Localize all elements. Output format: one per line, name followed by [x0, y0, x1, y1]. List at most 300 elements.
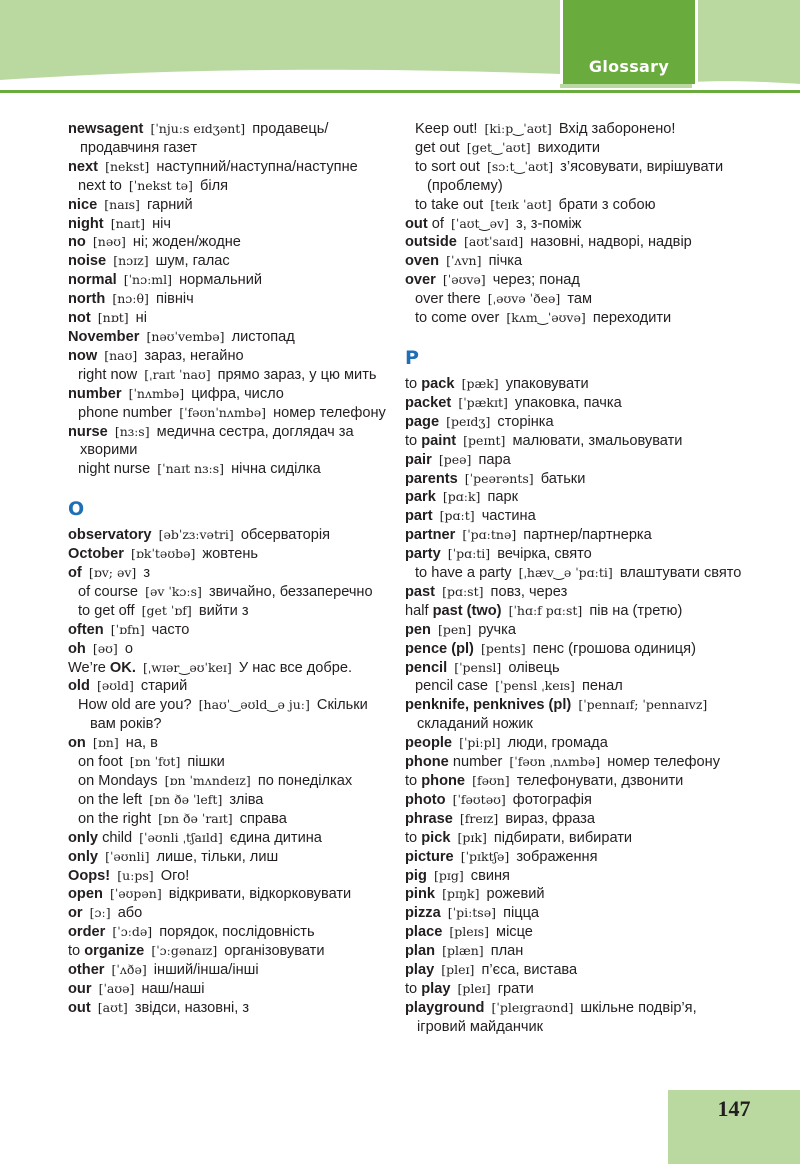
entry-headword: Oops! [68, 867, 111, 884]
entry-translation: пів на (третю) [589, 602, 683, 619]
glossary-entry [68, 290, 394, 309]
glossary-entry [68, 328, 394, 347]
glossary-entry [405, 848, 745, 867]
entry-prefix: to [405, 980, 418, 997]
entry-headword: plan [405, 943, 435, 960]
glossary-entry [405, 451, 745, 470]
entry-translation: пара [478, 451, 511, 468]
entry-pronunciation: [uːps] [117, 867, 154, 883]
entry-headword: noise [68, 253, 107, 270]
entry-prefix: right now [78, 366, 138, 383]
glossary-subentry [68, 583, 394, 602]
entry-pronunciation: [naɪs] [104, 196, 140, 212]
glossary-entry [68, 233, 394, 252]
entry-pronunciation: [əv ˈkɔːs] [145, 583, 202, 599]
entry-translation: цифра, число [191, 385, 284, 402]
entry-pronunciation: [ˈəʊnli] [105, 848, 150, 864]
entry-translation: гарний [147, 196, 193, 213]
entry-headword: park [405, 489, 436, 506]
entry-translation: часто [151, 621, 190, 638]
entry-pronunciation: [ˈnʌmbə] [128, 385, 185, 401]
entry-headword: play [405, 962, 435, 979]
glossary-entry [405, 904, 745, 923]
entry-pronunciation: [ɒn ˈmʌndeɪz] [164, 773, 251, 788]
entry-pronunciation: [ˈpækɪt] [458, 394, 508, 410]
entry-translation: батьки [540, 470, 586, 487]
entry-pronunciation: [get ˈɒf] [141, 602, 192, 618]
glossary-entry [405, 696, 745, 734]
entry-prefix: to [405, 432, 418, 449]
glossary-entry [405, 507, 745, 526]
entry-headword: or [68, 905, 83, 922]
entry-headword: October [68, 546, 124, 563]
entry-pronunciation: [ˈpɑːtnə] [462, 527, 517, 543]
entry-translation: справа [239, 810, 287, 827]
entry-headword-suffix: number [452, 754, 503, 771]
entry-translation: ні [135, 310, 147, 327]
glossary-entry [68, 659, 394, 678]
entry-headword: OK. [109, 659, 136, 676]
entry-headword: playground [405, 999, 485, 1016]
glossary-subentry [405, 139, 745, 158]
glossary-entry [68, 271, 394, 290]
entry-headword: phrase [405, 810, 453, 827]
glossary-entry [68, 640, 394, 659]
entry-headword: night [68, 215, 104, 232]
glossary-subentry [405, 158, 745, 196]
entry-translation: через; понад [492, 272, 580, 289]
entry-translation: єдина дитина [229, 829, 322, 846]
entry-headword: past [405, 583, 436, 600]
entry-headword: normal [68, 272, 117, 289]
glossary-entry [405, 867, 745, 886]
entry-headword: oh [68, 640, 86, 657]
entry-pronunciation: [əʊld] [96, 678, 134, 694]
entry-headword: November [68, 328, 140, 345]
entry-pronunciation: [pɑːst] [442, 583, 484, 599]
entry-prefix: on the right [78, 810, 152, 827]
entry-pronunciation: [pleɪ] [441, 962, 475, 978]
entry-prefix: to sort out [415, 158, 480, 175]
entry-pronunciation: [ˈfəʊtəʊ] [452, 791, 506, 807]
entry-translation: листопад [231, 328, 295, 345]
glossary-subentry [68, 753, 394, 772]
entry-pronunciation: [ˈɒfn] [110, 621, 145, 637]
entry-pronunciation: [əʊ] [92, 640, 118, 656]
entry-pronunciation: [ˈpensl ˌkeɪs] [495, 678, 575, 694]
entry-pronunciation: [ɒv; əv] [88, 565, 137, 581]
entry-translation: упаковка, пачка [514, 394, 622, 411]
entry-pronunciation: [nəʊˈvembə] [146, 328, 225, 344]
entry-pronunciation: [ˌwɪər‿əʊˈkeɪ] [142, 659, 232, 675]
page-number-box [668, 1090, 800, 1164]
entry-headword-suffix: child [102, 829, 133, 846]
entry-pronunciation: [get‿ˈaʊt] [466, 139, 531, 155]
glossary-entry [68, 980, 394, 999]
entry-pronunciation: [ˈpɪktʃə] [460, 848, 510, 864]
glossary-entry [68, 196, 394, 215]
entry-translation: наш/наші [141, 980, 205, 997]
entry-pronunciation: [ˈfəʊn ˌnʌmbə] [509, 754, 601, 770]
entry-translation: наступний/наступна/наступне [156, 158, 358, 175]
glossary-entry [68, 385, 394, 404]
entry-pronunciation: [nɔːθ] [112, 291, 149, 307]
entry-pronunciation: [ˈəʊvə] [442, 272, 486, 288]
entry-translation: нормальний [179, 272, 263, 289]
entry-headword: not [68, 310, 91, 327]
entry-translation: пічка [488, 253, 523, 270]
entry-translation: з [143, 565, 151, 582]
glossary-entry [68, 120, 394, 158]
entry-translation: місце [496, 924, 533, 941]
entry-pronunciation: [ˈpeərənts] [464, 470, 534, 486]
entry-headword: other [68, 962, 105, 979]
entry-pronunciation: [aʊt] [97, 999, 128, 1015]
entry-headword: pack [421, 375, 455, 392]
entry-translation: старий [140, 678, 188, 695]
glossary-tab [560, 0, 698, 84]
entry-headword: nice [68, 196, 98, 213]
entry-pronunciation: [ˈnekst tə] [128, 177, 193, 193]
glossary-subentry [405, 564, 745, 583]
glossary-entry [405, 545, 745, 564]
entry-pronunciation: [ˌhæv‿ə ˈpɑːti] [518, 565, 613, 581]
entry-pronunciation: [ˈpiːpl] [459, 735, 501, 751]
glossary-entry [405, 810, 745, 829]
entry-headword: pig [405, 867, 427, 884]
page-number: 147 [717, 1096, 751, 1121]
entry-translation: ручка [478, 621, 516, 638]
entry-translation: парк [487, 489, 519, 506]
entry-pronunciation: [pɪg] [433, 867, 464, 883]
entry-pronunciation: [ɒkˈtəʊbə] [131, 546, 196, 562]
entry-translation: північ [155, 291, 194, 308]
entry-translation: виходити [537, 139, 600, 156]
entry-prefix: to get off [78, 602, 135, 619]
entry-prefix: on Mondays [78, 773, 158, 789]
entry-pronunciation: [pɪk] [457, 829, 487, 845]
entry-headword: nurse [68, 423, 108, 440]
entry-translation: там [567, 291, 593, 308]
entry-prefix: on the left [78, 791, 143, 808]
entry-pronunciation: [ˈaʊt‿əv] [451, 215, 509, 231]
entry-headword: only [68, 829, 98, 846]
entry-translation: ніч [152, 215, 171, 232]
entry-headword: past (two) [432, 602, 502, 619]
entry-translation: олівець [508, 659, 560, 676]
entry-pronunciation: [ˈhɑːf pɑːst] [508, 602, 583, 618]
entry-translation: пенс (грошова одиниця) [532, 640, 696, 657]
entry-prefix: next to [78, 177, 122, 194]
entry-headword: our [68, 980, 92, 997]
entry-pronunciation: [naʊ] [104, 347, 138, 363]
entry-translation: лише, тільки, лиш [156, 848, 279, 865]
entry-translation: пенал [582, 678, 623, 695]
entry-pronunciation: [ˈnjuːs eɪdʒənt] [150, 121, 246, 136]
entry-headword: phone [405, 754, 449, 771]
entry-translation: влаштувати свято [619, 565, 742, 582]
glossary-entry [405, 621, 745, 640]
entry-translation: зліва [229, 791, 264, 808]
entry-headword: pink [405, 886, 435, 903]
entry-translation: інший/інша/інші [153, 962, 259, 979]
entry-pronunciation: [teɪk ˈaʊt] [490, 196, 552, 212]
entry-translation: вечірка, свято [497, 546, 592, 563]
glossary-entry [405, 640, 745, 659]
entry-translation: партнер/партнерка [523, 527, 652, 544]
glossary-entry [405, 394, 745, 413]
entry-pronunciation: [pɪŋk] [442, 886, 480, 902]
entry-pronunciation: [ˌraɪt ˈnaʊ] [144, 366, 211, 382]
glossary-subentry [68, 404, 394, 423]
entry-translation: пішки [187, 754, 225, 771]
entry-headword: often [68, 621, 104, 638]
entry-translation: біля [199, 177, 229, 194]
entry-translation: свиня [470, 867, 510, 884]
entry-pronunciation: [peɪdʒ] [446, 413, 491, 429]
glossary-entry [68, 677, 394, 696]
entry-translation: або [117, 905, 143, 922]
entry-translation: люди, громада [507, 735, 608, 752]
glossary-entry [68, 961, 394, 980]
entry-translation: план [490, 943, 524, 960]
glossary-entry [68, 545, 394, 564]
entry-pronunciation: [pleɪ] [457, 980, 491, 996]
entry-prefix: pencil case [415, 678, 489, 695]
entry-prefix: to [405, 773, 418, 789]
entry-headword: old [68, 678, 90, 695]
glossary-entry [405, 215, 745, 234]
glossary-entry [405, 961, 745, 980]
entry-translation: організовувати [224, 943, 325, 960]
entry-pronunciation: [kʌm‿ˈəʊvə] [506, 310, 586, 326]
entry-pronunciation: [ˈpɑːti] [447, 546, 491, 562]
entry-headword: pen [405, 621, 431, 638]
glossary-entry [405, 923, 745, 942]
entry-prefix: on foot [78, 754, 123, 771]
entry-pronunciation: [pæk] [461, 375, 499, 391]
glossary-entry [405, 526, 745, 545]
entry-translation: піцца [503, 905, 540, 922]
glossary-tab-label: Glossary [588, 57, 670, 76]
entry-headword: paint [421, 432, 457, 449]
glossary-entry [405, 753, 745, 772]
entry-translation: зображення [516, 848, 598, 865]
section-letter: P [405, 346, 419, 369]
glossary-entry [405, 375, 745, 394]
entry-translation: Ого! [160, 867, 190, 884]
glossary-entry [405, 980, 745, 999]
entry-pronunciation: [pleɪs] [449, 924, 489, 940]
entry-translation: по понеділках [257, 773, 353, 789]
glossary-subentry [68, 810, 394, 829]
entry-pronunciation: [ˌəʊvə ˈðeə] [487, 291, 561, 307]
entry-pronunciation: [ˈnaɪt nɜːs] [157, 461, 225, 477]
glossary-entry [68, 942, 394, 961]
entry-headword: north [68, 291, 106, 308]
entry-translation: Вхід заборонено! [558, 121, 676, 137]
entry-translation: фотографія [512, 791, 592, 808]
entry-pronunciation: [ˈnɔːml] [123, 272, 173, 288]
glossary-entry [405, 885, 745, 904]
entry-translation: підбирати, вибирати [493, 829, 633, 846]
entry-headword: people [405, 735, 453, 752]
glossary-entry [68, 347, 394, 366]
entry-pronunciation: [nɜːs] [114, 423, 150, 439]
entry-translation: звідси, назовні, з [134, 999, 250, 1016]
entry-pronunciation: [pɑːt] [439, 508, 475, 524]
entry-translation: нічна сиділка [231, 461, 321, 478]
entry-pronunciation: [nɔɪz] [113, 253, 149, 269]
glossary-entry [405, 233, 745, 252]
glossary-entry [68, 423, 394, 461]
glossary-entry [68, 867, 394, 886]
glossary-subentry [68, 460, 394, 479]
entry-headword: outside [405, 234, 457, 251]
glossary-entry [68, 621, 394, 640]
entry-pronunciation: [əbˈzɜːvətri] [158, 527, 234, 543]
glossary-entry [68, 215, 394, 234]
entry-headword: party [405, 546, 441, 563]
glossary-subentry [405, 196, 745, 215]
entry-translation: сторінка [497, 413, 554, 430]
entry-headword: parents [405, 470, 458, 487]
entry-headword: observatory [68, 527, 152, 544]
entry-prefix: night nurse [78, 461, 151, 478]
entry-headword: pence (pl) [405, 640, 474, 657]
entry-headword: of [68, 565, 82, 582]
entry-pronunciation: [ˈʌvn] [446, 253, 482, 269]
entry-prefix: to come over [415, 310, 500, 327]
glossary-entry [68, 564, 394, 583]
entry-pronunciation: [sɔːt‿ˈaʊt] [486, 158, 554, 174]
entry-pronunciation: [ɔː] [89, 905, 111, 921]
glossary-subentry [68, 772, 394, 791]
entry-prefix: over there [415, 291, 481, 308]
entry-translation: У нас все добре. [238, 659, 353, 676]
entry-headword: oven [405, 253, 440, 270]
entry-headword: photo [405, 791, 446, 808]
glossary-subentry [68, 791, 394, 810]
entry-pronunciation: [kiːp‿ˈaʊt] [484, 121, 552, 136]
glossary-entry [68, 829, 394, 848]
entry-headword: play [421, 980, 451, 997]
entry-prefix: to [405, 829, 418, 846]
entry-prefix: to take out [415, 196, 484, 213]
glossary-entry [68, 904, 394, 923]
entry-pronunciation: [aʊtˈsaɪd] [463, 234, 524, 250]
glossary-subentry [405, 677, 745, 696]
entry-pronunciation: [nɒt] [97, 310, 129, 326]
section-spacer [405, 328, 745, 347]
entry-headword: newsagent [68, 121, 144, 137]
glossary-entry [405, 470, 745, 489]
entry-pronunciation: [ɒn ˈfʊt] [129, 754, 181, 770]
entry-translation: номер телефону [273, 404, 386, 421]
glossary-entry [405, 772, 745, 791]
entry-pronunciation: [fəʊn] [472, 773, 510, 788]
entry-translation: ні; жоден/жодне [132, 234, 241, 251]
entry-translation: брати з собою [558, 196, 656, 213]
entry-translation: телефонувати, дзвонити [516, 773, 684, 789]
entry-pronunciation: [peə] [438, 451, 472, 467]
entry-pronunciation: [ɒn ðə ˈleft] [149, 791, 223, 807]
entry-headword: page [405, 413, 440, 430]
glossary-entry [405, 791, 745, 810]
entry-translation: малювати, змальовувати [512, 432, 683, 449]
entry-translation: номер телефону [607, 754, 721, 771]
entry-translation: переходити [592, 310, 672, 327]
section-spacer [68, 479, 394, 498]
entry-headword: now [68, 347, 98, 364]
entry-pronunciation: [peɪnt] [463, 432, 506, 448]
entry-translation: повз, через [490, 583, 568, 600]
entry-headword: picture [405, 848, 454, 865]
entry-headword: pick [421, 829, 451, 846]
entry-headword: partner [405, 527, 456, 544]
glossary-entry [405, 734, 745, 753]
entry-headword: pair [405, 451, 432, 468]
glossary-entry [405, 829, 745, 848]
entry-pronunciation: [ˈpensl] [454, 659, 502, 675]
entry-headword: phone [421, 773, 466, 789]
entry-translation: вираз, фраза [505, 810, 595, 827]
entry-prefix: We’re [68, 659, 106, 676]
glossary-column-right [405, 120, 745, 1037]
glossary-entry [405, 271, 745, 290]
glossary-entry [68, 526, 394, 545]
entry-headword: order [68, 924, 106, 941]
entry-headword: place [405, 924, 443, 941]
entry-translation: назовні, надворі, надвір [530, 234, 692, 251]
glossary-subentry [68, 696, 394, 734]
entry-pronunciation: [ˈfəʊnˈnʌmbə] [179, 404, 267, 420]
entry-translation: рожевий [486, 886, 545, 903]
entry-prefix: phone number [78, 404, 173, 421]
entry-translation: відкривати, відкорковувати [168, 886, 352, 903]
entry-translation: порядок, послідовність [159, 924, 315, 941]
glossary-subentry [405, 120, 745, 139]
entry-prefix: to [405, 375, 418, 392]
entry-translation: вийти з [198, 602, 249, 619]
entry-headword: number [68, 385, 122, 402]
entry-headword: penknife, penknives (pl) [405, 697, 572, 714]
glossary-entry [405, 659, 745, 678]
glossary-subentry [68, 366, 394, 385]
entry-translation: жовтень [202, 546, 259, 563]
entry-prefix: half [405, 602, 429, 619]
entry-translation: з’ясовувати, вирішувати (проблему) [427, 158, 724, 194]
entry-pronunciation: [ˈəʊpən] [109, 886, 162, 902]
entry-headword: organize [84, 943, 145, 960]
entry-pronunciation: [ɒn] [92, 735, 119, 751]
entry-pronunciation: [ˈɔːgənaɪz] [151, 943, 218, 959]
entry-headword: next [68, 158, 99, 175]
glossary-subentry [68, 177, 394, 196]
entry-translation: продавець/ продавчиня газет [80, 121, 329, 156]
entry-headword: pencil [405, 659, 448, 676]
entry-headword: open [68, 886, 103, 903]
glossary-subentry [68, 602, 394, 621]
entry-headword: pizza [405, 905, 441, 922]
entry-prefix: of course [78, 583, 139, 600]
entry-pronunciation: [ˈɔːdə] [112, 924, 153, 940]
glossary-subentry [405, 290, 745, 309]
entry-translation: обсерваторія [240, 527, 330, 544]
entry-prefix: to have a party [415, 565, 512, 582]
entry-translation: складаний ножик [417, 716, 533, 733]
entry-pronunciation: [naɪt] [110, 215, 146, 231]
